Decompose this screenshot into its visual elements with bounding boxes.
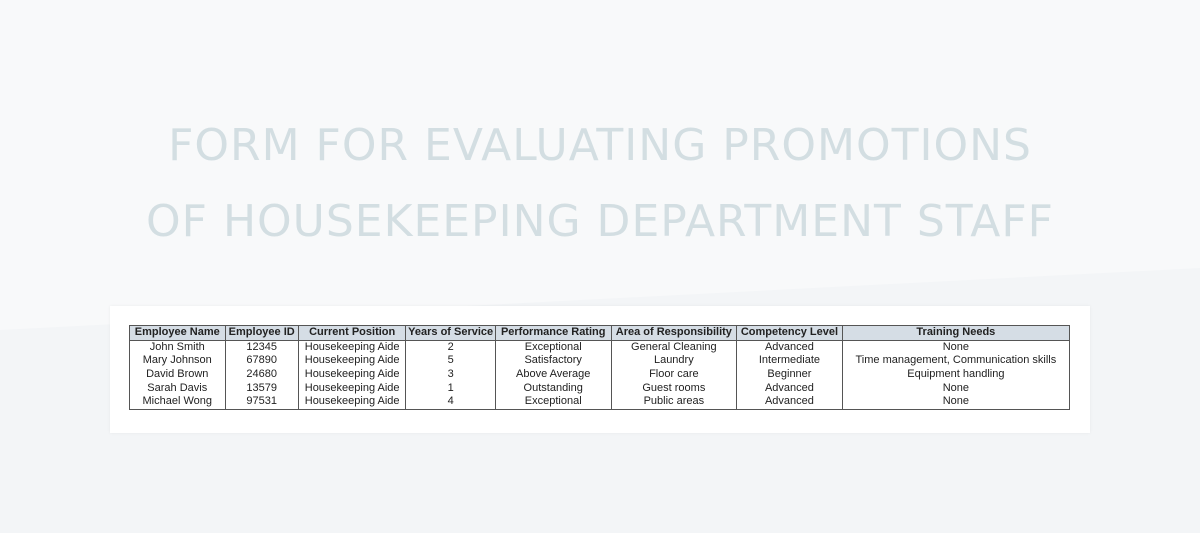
cell-employee-name: John Smith: [130, 340, 226, 354]
header-competency-level: Competency Level: [737, 326, 843, 341]
cell-years-of-service: 5: [406, 354, 495, 368]
cell-performance-rating: Above Average: [495, 368, 611, 382]
table-row: [130, 368, 1070, 382]
cell-employee-name: Sarah Davis: [130, 381, 226, 395]
cell-performance-rating: Satisfactory: [495, 354, 611, 368]
cell-employee-id: 24680: [225, 368, 298, 382]
cell-current-position: Housekeeping Aide: [298, 354, 406, 368]
header-employee-name: Employee Name: [130, 326, 226, 341]
header-performance-rating: Performance Rating: [495, 326, 611, 341]
cell-training-needs: Time management, Communication skills: [842, 354, 1069, 368]
cell-area-of-responsibility: General Cleaning: [611, 340, 737, 354]
cell-training-needs: None: [842, 381, 1069, 395]
cell-current-position: Housekeeping Aide: [298, 381, 406, 395]
cell-employee-id: 13579: [225, 381, 298, 395]
cell-current-position: Housekeeping Aide: [298, 368, 406, 382]
title-line-1: FORM FOR EVALUATING PROMOTIONS: [168, 120, 1032, 171]
cell-employee-id: 12345: [225, 340, 298, 354]
cell-years-of-service: 3: [406, 368, 495, 382]
cell-performance-rating: Exceptional: [495, 395, 611, 409]
cell-years-of-service: 2: [406, 340, 495, 354]
cell-competency-level: Intermediate: [737, 354, 843, 368]
cell-competency-level: Advanced: [737, 395, 843, 409]
cell-area-of-responsibility: Laundry: [611, 354, 737, 368]
table-header-row: [130, 326, 1070, 341]
table-row: [130, 354, 1070, 368]
cell-employee-id: 97531: [225, 395, 298, 409]
cell-employee-id: 67890: [225, 354, 298, 368]
cell-years-of-service: 1: [406, 381, 495, 395]
cell-employee-name: Mary Johnson: [130, 354, 226, 368]
cell-current-position: Housekeeping Aide: [298, 395, 406, 409]
title-line-2: OF HOUSEKEEPING DEPARTMENT STAFF: [146, 196, 1054, 247]
cell-area-of-responsibility: Floor care: [611, 368, 737, 382]
table-row: [130, 340, 1070, 354]
cell-training-needs: Equipment handling: [842, 368, 1069, 382]
cell-area-of-responsibility: Guest rooms: [611, 381, 737, 395]
cell-current-position: Housekeeping Aide: [298, 340, 406, 354]
header-employee-id: Employee ID: [225, 326, 298, 341]
table-row: [130, 381, 1070, 395]
cell-performance-rating: Exceptional: [495, 340, 611, 354]
cell-employee-name: David Brown: [130, 368, 226, 382]
cell-performance-rating: Outstanding: [495, 381, 611, 395]
cell-competency-level: Advanced: [737, 381, 843, 395]
cell-training-needs: None: [842, 395, 1069, 409]
cell-competency-level: Advanced: [737, 340, 843, 354]
evaluation-table: [129, 325, 1070, 410]
header-years-of-service: Years of Service: [406, 326, 495, 341]
cell-employee-name: Michael Wong: [130, 395, 226, 409]
cell-years-of-service: 4: [406, 395, 495, 409]
table-row: [130, 395, 1070, 409]
cell-area-of-responsibility: Public areas: [611, 395, 737, 409]
cell-training-needs: None: [842, 340, 1069, 354]
cell-competency-level: Beginner: [737, 368, 843, 382]
header-current-position: Current Position: [298, 326, 406, 341]
header-area-of-responsibility: Area of Responsibility: [611, 326, 737, 341]
spreadsheet-card: [110, 306, 1090, 433]
page-title: [0, 108, 1200, 260]
header-training-needs: Training Needs: [842, 326, 1069, 341]
